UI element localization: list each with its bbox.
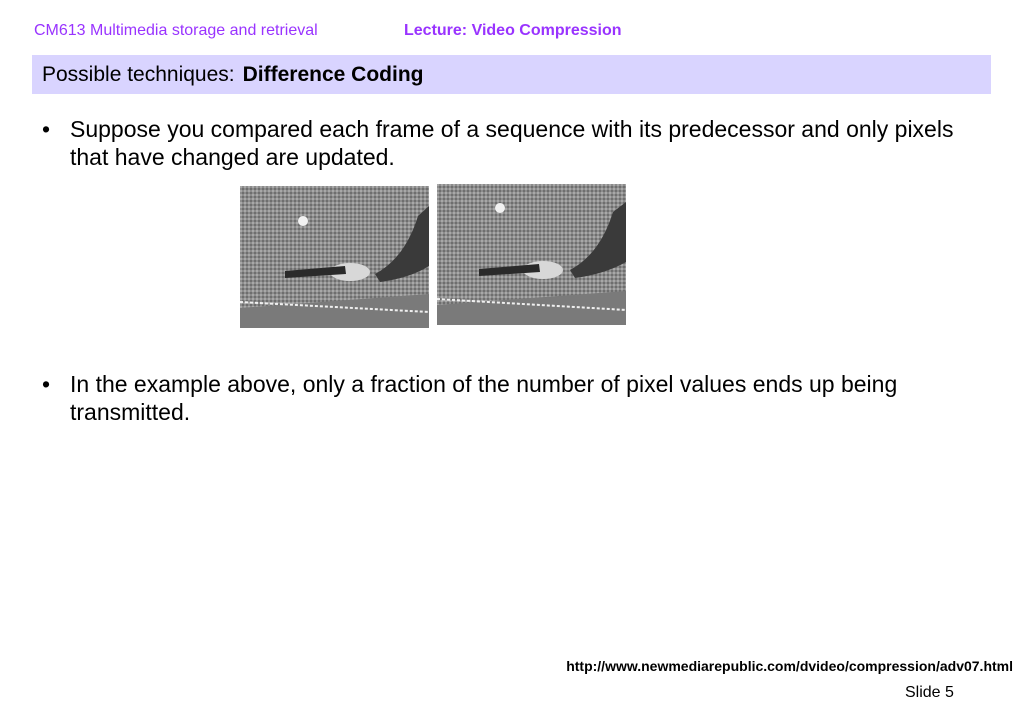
bullet-text: In the example above, only a fraction of the number of pixel values ends up being transmitted.	[70, 371, 898, 425]
bullet-text: Suppose you compared each frame of a sequence with its predecessor and only pixels that have changed are updated.	[70, 116, 954, 170]
video-frame-2-image	[437, 184, 626, 325]
slide-title-prefix: Possible techniques:	[42, 62, 235, 86]
slide-number: Slide 5	[905, 684, 954, 701]
slide-title-bar	[32, 55, 991, 94]
bullet-item-1	[42, 115, 972, 171]
bullet-marker: •	[42, 371, 51, 397]
video-frame-1-image	[240, 186, 429, 328]
bullet-item-2	[42, 370, 972, 426]
lecture-title: Lecture: Video Compression	[404, 22, 622, 39]
bullet-marker: •	[42, 116, 51, 142]
source-url: http://www.newmediarepublic.com/dvideo/compression/adv07.html	[566, 658, 1013, 674]
course-title: CM613 Multimedia storage and retrieval	[34, 22, 318, 39]
slide-title-topic: Difference Coding	[242, 62, 424, 86]
